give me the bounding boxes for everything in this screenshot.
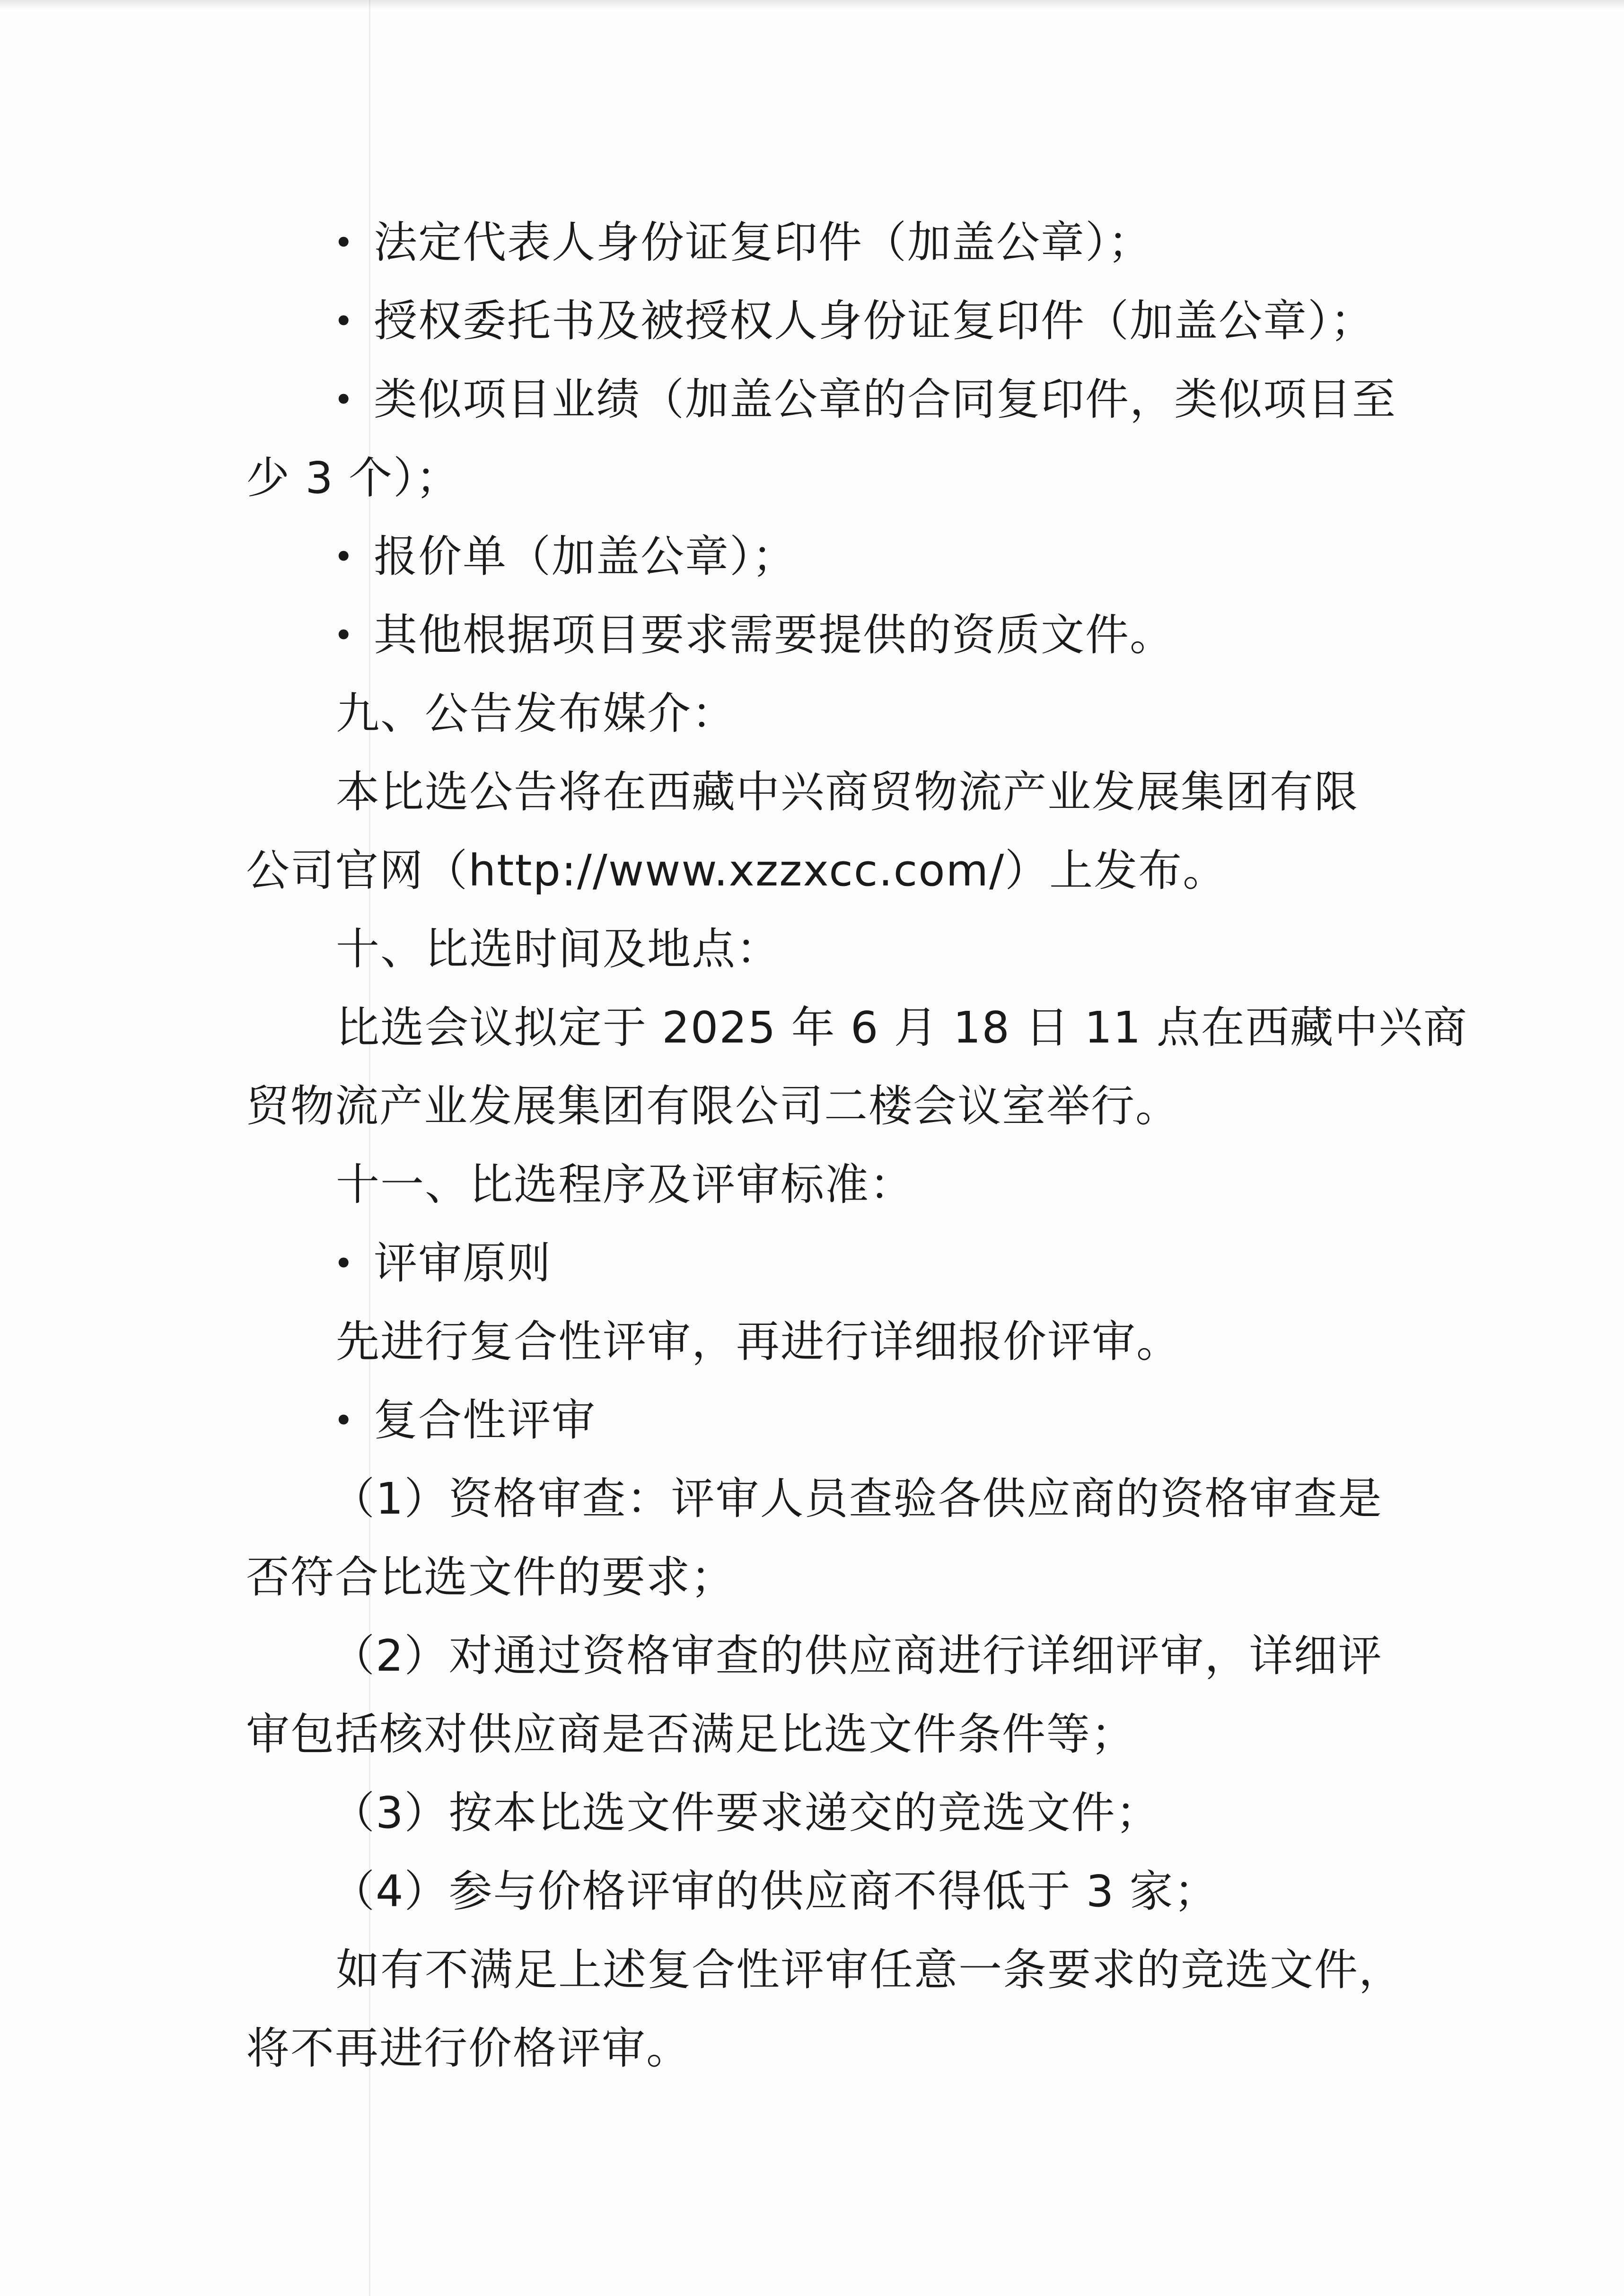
numbered-item: （1）资格审查：评审人员查验各供应商的资格审查是 bbox=[331, 1473, 1383, 1524]
bullet-icon: • bbox=[334, 301, 355, 341]
paragraph-line: 公司官网（http://www.xzzxcc.com/）上发布。 bbox=[246, 845, 1228, 896]
list-item: • 复合性评审 bbox=[246, 1381, 1391, 1460]
list-item: • 类似项目业绩（加盖公章的合同复印件，类似项目至 bbox=[246, 360, 1391, 439]
paragraph-line: 少 3 个）； bbox=[246, 453, 461, 503]
bullet-icon: • bbox=[334, 1401, 355, 1440]
scan-edge-shadow bbox=[0, 0, 1624, 9]
paragraph-line: 将不再进行价格评审。 bbox=[246, 2023, 691, 2074]
paragraph-line: 贸物流产业发展集团有限公司二楼会议室举行。 bbox=[246, 1081, 1180, 1131]
list-item: • 其他根据项目要求需要提供的资质文件。 bbox=[246, 596, 1391, 675]
section-heading: 十一、比选程序及评审标准： bbox=[336, 1159, 914, 1210]
paragraph-line: 审包括核对供应商是否满足比选文件条件等； bbox=[246, 1709, 1136, 1760]
numbered-item: （2）对通过资格审查的供应商进行详细评审，详细评 bbox=[331, 1630, 1383, 1681]
list-item: • 评审原则 bbox=[246, 1224, 1391, 1303]
numbered-item: （3）按本比选文件要求递交的竞选文件； bbox=[331, 1788, 1160, 1838]
section-heading: 十、比选时间及地点： bbox=[336, 924, 781, 974]
bullet-icon: • bbox=[334, 380, 355, 420]
bullet-icon: • bbox=[334, 537, 355, 577]
paragraph-line: 比选会议拟定于 2025 年 6 月 18 日 11 点在西藏中兴商 bbox=[336, 1002, 1468, 1053]
section-heading: 九、公告发布媒介： bbox=[336, 688, 737, 739]
list-item: • 授权委托书及被授权人身份证复印件（加盖公章）； bbox=[246, 282, 1391, 360]
paragraph-line: 本比选公告将在西藏中兴商贸物流产业发展集团有限 bbox=[336, 767, 1359, 817]
bullet-icon: • bbox=[334, 1244, 355, 1283]
list-item: • 法定代表人身份证复印件（加盖公章）； bbox=[246, 203, 1391, 282]
paragraph-line: 否符合比选文件的要求； bbox=[246, 1552, 736, 1603]
paragraph-line: 如有不满足上述复合性评审任意一条要求的竞选文件， bbox=[336, 1945, 1404, 1995]
list-item: • 报价单（加盖公章）； bbox=[246, 517, 1391, 596]
document-body bbox=[246, 203, 1468, 2088]
bullet-icon: • bbox=[334, 223, 355, 263]
bullet-icon: • bbox=[334, 615, 355, 655]
numbered-item: （4）参与价格评审的供应商不得低于 3 家； bbox=[331, 1866, 1219, 1917]
paragraph-line: 先进行复合性评审，再进行详细报价评审。 bbox=[336, 1316, 1181, 1367]
